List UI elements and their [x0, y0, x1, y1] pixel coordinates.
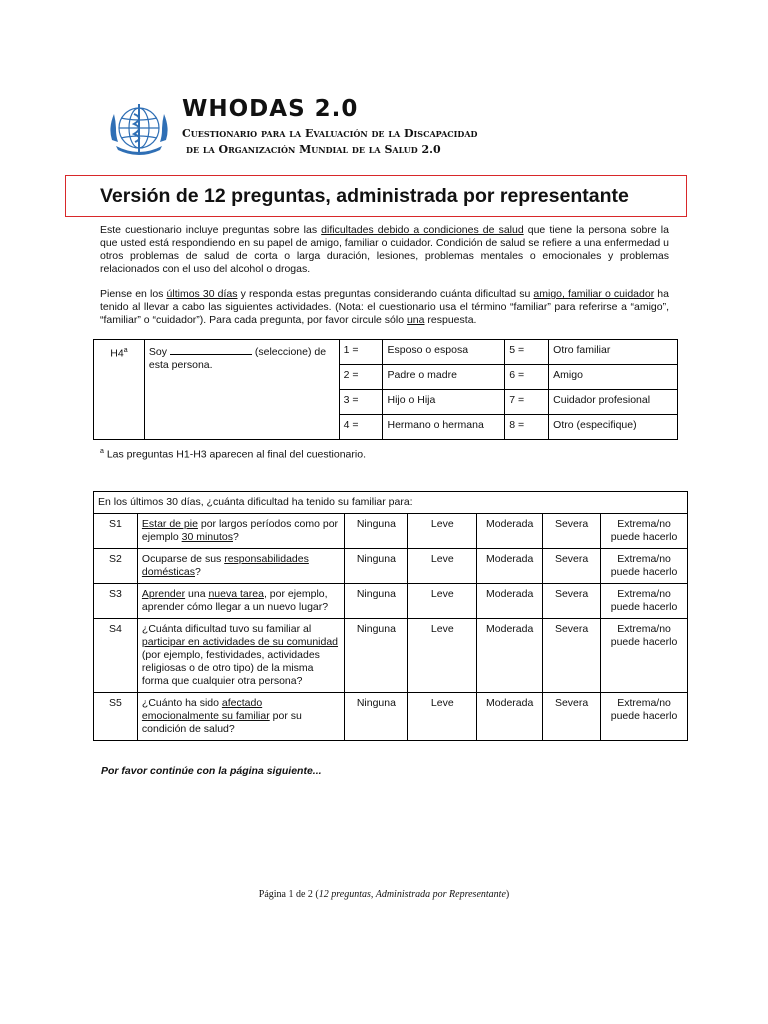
response-option[interactable]: Extrema/no puede hacerlo	[601, 549, 688, 584]
response-option[interactable]: Extrema/no puede hacerlo	[601, 584, 688, 619]
table-row	[94, 619, 688, 693]
option-label[interactable]: Otro (especifique)	[549, 415, 678, 440]
question-code: S4	[94, 619, 138, 693]
table-header-row	[94, 492, 688, 514]
option-number[interactable]: 6 =	[505, 365, 549, 390]
question-code: S5	[94, 693, 138, 741]
response-option[interactable]: Moderada	[477, 584, 543, 619]
table-row	[94, 340, 678, 365]
continue-note: Por favor continúe con la página siguiente...	[101, 765, 322, 777]
option-label[interactable]: Cuidador profesional	[549, 390, 678, 415]
table-row	[94, 514, 688, 549]
h4-code-cell: H4$^a$	[94, 340, 145, 440]
response-option[interactable]: Leve	[408, 619, 477, 693]
who-emblem-icon	[104, 100, 174, 160]
option-label[interactable]: Amigo	[549, 365, 678, 390]
option-number[interactable]: 2 =	[339, 365, 383, 390]
version-heading: Versión de 12 preguntas, administrada por representante	[100, 185, 629, 207]
response-option[interactable]: Extrema/no puede hacerlo	[601, 619, 688, 693]
h4-question-table	[93, 339, 678, 440]
answer-blank[interactable]	[170, 344, 252, 355]
response-option[interactable]: Severa	[543, 584, 601, 619]
response-option[interactable]: Ninguna	[345, 619, 408, 693]
question-text: ¿Cuánta dificultad tuvo su familiar al participar en actividades de su comunidad (por ejemplo, festividades, actividades religiosas o de otro tipo) de la misma forma que cualquier otra persona?	[137, 619, 345, 693]
response-option[interactable]: Ninguna	[345, 584, 408, 619]
footnote: $^a$ Las preguntas H1-H3 aparecen al final del cuestionario.	[100, 448, 366, 461]
document-title: WHODAS 2.0	[182, 96, 359, 122]
response-option[interactable]: Severa	[543, 693, 601, 741]
intro-paragraph: Este cuestionario incluye preguntas sobre las dificultades debido a condiciones de salud que tiene la persona sobre la que usted está respondiendo en su papel de amigo, familiar o cuidador. Condición de salud se refiere a una enfermedad u otros problemas de salud de corta o larga duración, lesiones, problemas mentales o emocionales y problemas relacionados con el uso del alcohol o drogas.	[100, 224, 669, 275]
instructions-paragraph: Piense en los últimos 30 días y responda estas preguntas considerando cuánta dificultad su amigo, familiar o cuidador ha tenido al llevar a cabo las siguientes actividades. (Nota: el cuestionario usa el término “familiar” para referirse a “amigo”, “familiar” o “cuidador”). Para cada pregunta, por favor circule sólo una respuesta.	[100, 288, 669, 326]
option-number[interactable]: 3 =	[339, 390, 383, 415]
option-label[interactable]: Padre o madre	[383, 365, 505, 390]
response-option[interactable]: Severa	[543, 514, 601, 549]
response-option[interactable]: Moderada	[477, 619, 543, 693]
option-number[interactable]: 4 =	[339, 415, 383, 440]
option-label[interactable]: Hermano o hermana	[383, 415, 505, 440]
response-option[interactable]: Ninguna	[345, 693, 408, 741]
response-option[interactable]: Leve	[408, 693, 477, 741]
response-option[interactable]: Leve	[408, 514, 477, 549]
question-text: ¿Cuánto ha sido afectado emocionalmente su familiar por su condición de salud?	[137, 693, 345, 741]
response-option[interactable]: Moderada	[477, 514, 543, 549]
question-text: Ocuparse de sus responsabilidades domésticas?	[137, 549, 345, 584]
response-option[interactable]: Extrema/no puede hacerlo	[601, 693, 688, 741]
response-option[interactable]: Leve	[408, 584, 477, 619]
response-option[interactable]: Ninguna	[345, 549, 408, 584]
table-header: En los últimos 30 días, ¿cuánta dificultad ha tenido su familiar para:	[94, 492, 688, 514]
question-code: S2	[94, 549, 138, 584]
table-row	[94, 584, 688, 619]
response-option[interactable]: Leve	[408, 549, 477, 584]
option-number[interactable]: 1 =	[339, 340, 383, 365]
option-number[interactable]: 5 =	[505, 340, 549, 365]
question-code: S1	[94, 514, 138, 549]
question-code: S3	[94, 584, 138, 619]
question-text: Estar de pie por largos períodos como por ejemplo 30 minutos?	[137, 514, 345, 549]
option-number[interactable]: 8 =	[505, 415, 549, 440]
option-label[interactable]: Esposo o esposa	[383, 340, 505, 365]
response-option[interactable]: Moderada	[477, 549, 543, 584]
response-option[interactable]: Severa	[543, 619, 601, 693]
table-row	[94, 549, 688, 584]
s-questions-table	[93, 491, 688, 741]
response-option[interactable]: Severa	[543, 549, 601, 584]
version-box	[65, 175, 687, 217]
option-number[interactable]: 7 =	[505, 390, 549, 415]
h4-question-cell: Soy (seleccione) de esta persona.	[144, 340, 339, 440]
option-label[interactable]: Otro familiar	[549, 340, 678, 365]
document-subtitle-line1: Cuestionario para la Evaluación de la Discapacidad	[182, 127, 478, 140]
response-option[interactable]: Moderada	[477, 693, 543, 741]
option-label[interactable]: Hijo o Hija	[383, 390, 505, 415]
page-footer: Página 1 de 2 (12 preguntas, Administrada por Representante)	[258, 889, 510, 900]
question-text: Aprender una nueva tarea, por ejemplo, aprender cómo llegar a un nuevo lugar?	[137, 584, 345, 619]
response-option[interactable]: Ninguna	[345, 514, 408, 549]
table-row	[94, 693, 688, 741]
response-option[interactable]: Extrema/no puede hacerlo	[601, 514, 688, 549]
document-subtitle-line2: de la Organización Mundial de la Salud 2.0	[186, 143, 441, 156]
